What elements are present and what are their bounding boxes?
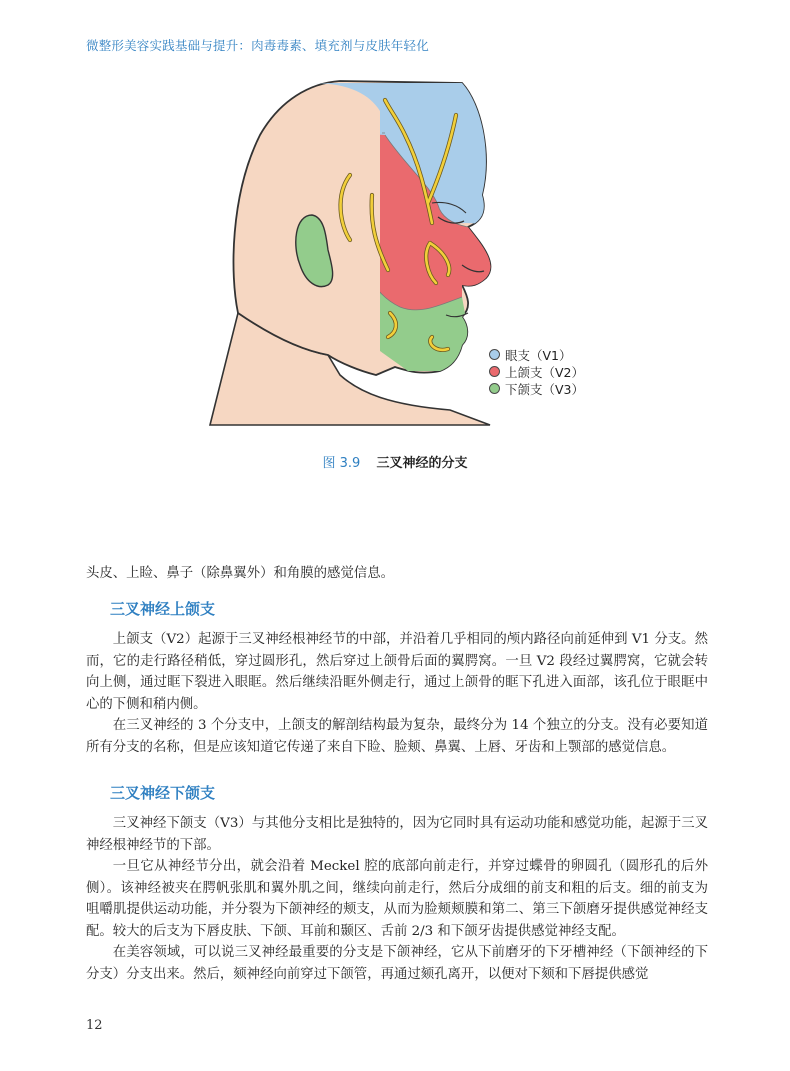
figure-caption <box>0 452 790 471</box>
maxillary-paragraph-1: 上颌支（V2）起源于三叉神经根神经节的中部，并沿着几乎相同的颅内路径向前延伸到 V1 分支。然而，它的走行路径稍低，穿过圆形孔，然后穿过上颌骨后面的翼腭窝。一旦 V2 段经过翼腭窝，它就会转向上侧，通过眶下裂进入眼眶。然后继续沿眶外侧走行，通过上颌骨的眶下孔进入面部，该孔位于眼眶中心的下侧和稍内侧。 <box>86 632 708 712</box>
legend-swatch-v2 <box>489 366 500 377</box>
figure-number: 图 3.9 <box>322 456 361 471</box>
legend-item-v1 <box>489 346 584 363</box>
page-number: 12 <box>86 1018 103 1033</box>
figure-title: 三叉神经的分支 <box>376 456 468 471</box>
mandibular-paragraph-1: 三叉神经下颌支（V3）与其他分支相比是独特的，因为它同时具有运动功能和感觉功能，起源于三叉神经根神经节的下部。 <box>86 816 708 853</box>
mandibular-paragraph-3: 在美容领域，可以说三叉神经最重要的分支是下颌神经，它从下前磨牙的下牙槽神经（下颌神经的下分支）分支出来。然后，颏神经向前穿过下颌管，再通过颏孔离开，以便对下颏和下唇提供感觉 <box>86 945 708 982</box>
running-head: 微整形美容实践基础与提升：肉毒毒素、填充剂与皮肤年轻化 <box>86 38 429 53</box>
legend-label-v1: 眼支（V1） <box>505 347 572 363</box>
mandibular-section-text <box>86 813 708 985</box>
figure-legend <box>489 346 584 397</box>
legend-item-v3 <box>489 380 584 397</box>
continuation-text: 头皮、上睑、鼻子（除鼻翼外）和角膜的感觉信息。 <box>86 566 394 581</box>
maxillary-paragraph-2: 在三叉神经的 3 个分支中，上颌支的解剖结构最为复杂，最终分为 14 个独立的分支。没有必要知道所有分支的名称，但是应该知道它传递了来自下睑、脸颊、鼻翼、上唇、牙齿和上颚部的感觉信息。 <box>86 718 708 755</box>
legend-item-v2 <box>489 363 584 380</box>
maxillary-section-text <box>86 629 708 758</box>
legend-label-v2: 上颌支（V2） <box>505 364 585 380</box>
legend-swatch-v3 <box>489 383 500 394</box>
legend-swatch-v1 <box>489 349 500 360</box>
legend-label-v3: 下颌支（V3） <box>505 381 585 397</box>
heading-maxillary: 三叉神经上颌支 <box>110 600 216 618</box>
continuation-paragraph <box>86 563 708 585</box>
mandibular-paragraph-2: 一旦它从神经节分出，就会沿着 Meckel 腔的底部向前走行，并穿过蝶骨的卵圆孔（圆形孔的后外侧）。该神经被夹在腭帆张肌和翼外肌之间，继续向前走行，然后分成细的前支和粗的后支。细的前支为咀嚼肌提供运动功能，并分裂为下颌神经的颊支，从而为脸颊颊膜和第二、第三下颌磨牙提供感觉神经支配。较大的后支为下唇皮肤、下颌、耳前和颞区、舌前 2/3 和下颌牙齿提供感觉神经支配。 <box>86 859 708 939</box>
heading-mandibular: 三叉神经下颌支 <box>110 784 216 802</box>
